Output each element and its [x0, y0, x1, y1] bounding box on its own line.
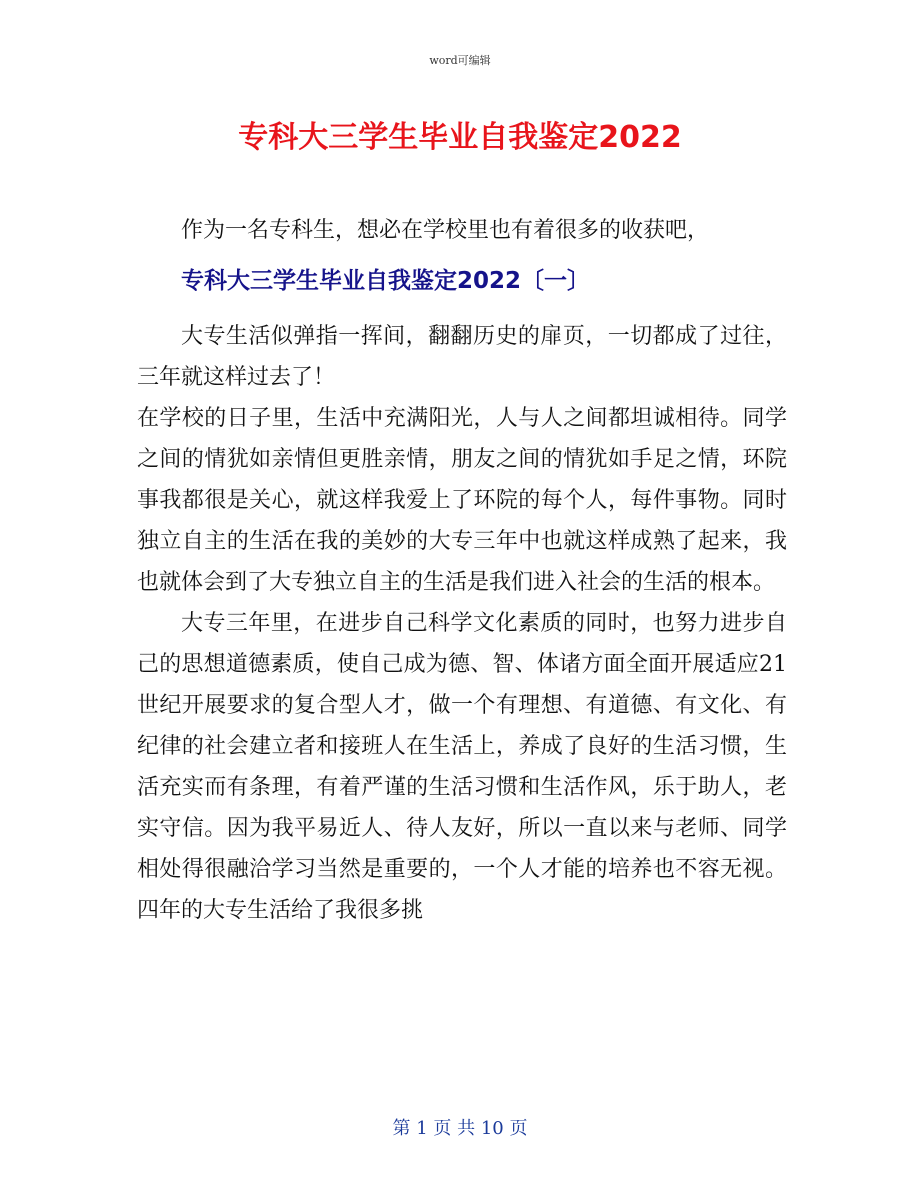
- body-paragraph-2: 在学校的日子里，生活中充满阳光，人与人之间都坦诚相待。同学之间的情犹如亲情但更胜亲情，朋友之间的情犹如手足之情，环院事我都很是关心，就这样我爱上了环院的每个人，每件事物。同时独立自主的生活在我的美妙的大专三年中也就这样成熟了起来，我也就体会到了大专独立自主的生活是我们进入社会的生活的根本。: [137, 406, 787, 595]
- header-note: word可编辑: [429, 54, 491, 67]
- document-body: [137, 210, 787, 931]
- body-paragraph-1: 大专生活似弹指一挥间，翻翻历史的扉页，一切都成了过往，三年就这样过去了！: [137, 324, 787, 390]
- document-title: 专科大三学生毕业自我鉴定2022: [238, 120, 682, 155]
- body-paragraph-3: 大专三年里，在进步自己科学文化素质的同时，也努力进步自己的思想道德素质，使自己成为德、智、体诸方面全面开展适应21世纪开展要求的复合型人才，做一个有理想、有道德、有文化、有纪律的社会建立者和接班人在生活上，养成了良好的生活习惯，生活充实而有条理，有着严谨的生活习惯和生活作风，乐于助人，老实守信。因为我平易近人、待人友好，所以一直以来与老师、同学相处得很融洽学习当然是重要的，一个人才能的培养也不容无视。四年的大专生活给了我很多挑: [137, 611, 787, 923]
- page-number-footer: 第 1 页 共 10 页: [392, 1118, 528, 1139]
- section-heading: 专科大三学生毕业自我鉴定2022〔一〕: [181, 268, 591, 294]
- intro-paragraph: 作为一名专科生，想必在学校里也有着很多的收获吧，: [181, 218, 710, 243]
